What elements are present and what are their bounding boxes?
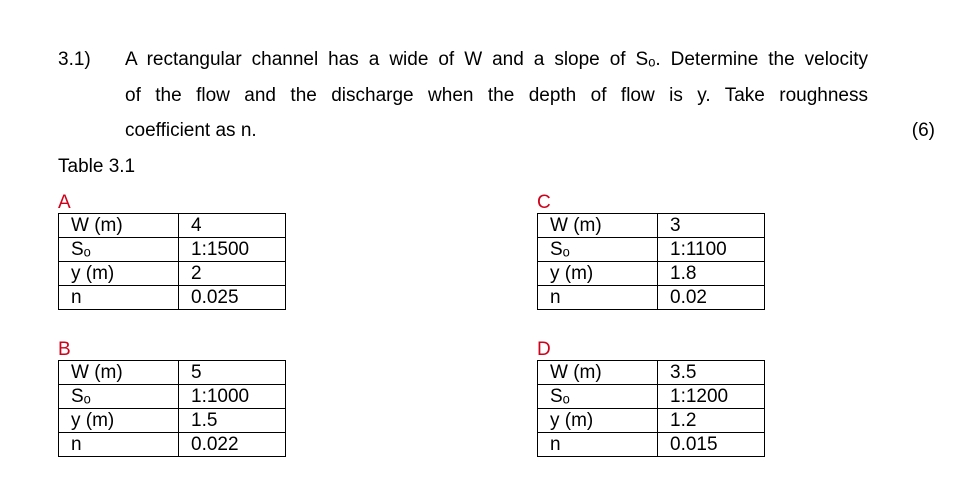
table-cell-value: 2 xyxy=(179,262,286,286)
table-row xyxy=(538,385,765,409)
table-cell-key: y (m) xyxy=(538,262,658,286)
question-marks: (6) xyxy=(911,120,935,141)
table-cell-key: y (m) xyxy=(538,409,658,433)
table-cell-key: W (m) xyxy=(59,361,179,385)
table-cell-key: W (m) xyxy=(538,361,658,385)
table-b-block xyxy=(58,340,286,457)
table-cell-key: W (m) xyxy=(538,214,658,238)
table-cell-value: 1:1500 xyxy=(179,238,286,262)
question-line-3: coefficient as n. xyxy=(125,120,257,141)
table-cell-value: 0.022 xyxy=(179,433,286,457)
table-row xyxy=(538,214,765,238)
table-c-letter: C xyxy=(537,192,551,213)
table-row xyxy=(59,409,286,433)
table-cell-key: n xyxy=(538,433,658,457)
table-cell-value: 0.015 xyxy=(658,433,765,457)
table-row xyxy=(538,361,765,385)
table-cell-value: 0.02 xyxy=(658,286,765,310)
table-cell-value: 1.2 xyxy=(658,409,765,433)
table-cell-key: n xyxy=(538,286,658,310)
question-line-1: A rectangular channel has a wide of W and a slope of Sₒ. Determine the velocity xyxy=(125,49,868,70)
table-row xyxy=(59,262,286,286)
table-cell-key: Sₒ xyxy=(59,385,179,409)
table-row xyxy=(538,409,765,433)
table-d xyxy=(537,360,765,457)
table-cell-key: Sₒ xyxy=(538,385,658,409)
table-c xyxy=(537,213,765,310)
table-cell-key: Sₒ xyxy=(59,238,179,262)
table-cell-value: 1.5 xyxy=(179,409,286,433)
table-cell-value: 1:1000 xyxy=(179,385,286,409)
table-cell-key: y (m) xyxy=(59,409,179,433)
table-a xyxy=(58,213,286,310)
table-cell-value: 3.5 xyxy=(658,361,765,385)
question-number: 3.1) xyxy=(58,49,91,70)
table-row xyxy=(59,385,286,409)
table-a-block xyxy=(58,193,286,310)
table-cell-value: 3 xyxy=(658,214,765,238)
table-cell-value: 1:1200 xyxy=(658,385,765,409)
question-text xyxy=(125,48,868,155)
table-row xyxy=(538,433,765,457)
table-cell-key: n xyxy=(59,286,179,310)
question-line-2: of the flow and the discharge when the depth of flow is y. Take roughness xyxy=(125,84,868,106)
table-cell-value: 1.8 xyxy=(658,262,765,286)
table-row xyxy=(59,238,286,262)
table-d-letter: D xyxy=(537,339,551,360)
table-row xyxy=(59,433,286,457)
table-c-block xyxy=(537,193,765,310)
table-cell-key: Sₒ xyxy=(538,238,658,262)
table-cell-key: W (m) xyxy=(59,214,179,238)
table-a-letter: A xyxy=(58,192,71,213)
table-cell-value: 4 xyxy=(179,214,286,238)
table-row xyxy=(59,286,286,310)
table-row xyxy=(538,238,765,262)
table-row xyxy=(538,262,765,286)
table-cell-value: 5 xyxy=(179,361,286,385)
table-row xyxy=(538,286,765,310)
table-row xyxy=(59,361,286,385)
table-row xyxy=(59,214,286,238)
table-cell-key: y (m) xyxy=(59,262,179,286)
table-b xyxy=(58,360,286,457)
table-d-block xyxy=(537,340,765,457)
table-cell-key: n xyxy=(59,433,179,457)
table-b-letter: B xyxy=(58,339,71,360)
table-cell-value: 1:1100 xyxy=(658,238,765,262)
table-cell-value: 0.025 xyxy=(179,286,286,310)
table-caption: Table 3.1 xyxy=(58,156,136,177)
